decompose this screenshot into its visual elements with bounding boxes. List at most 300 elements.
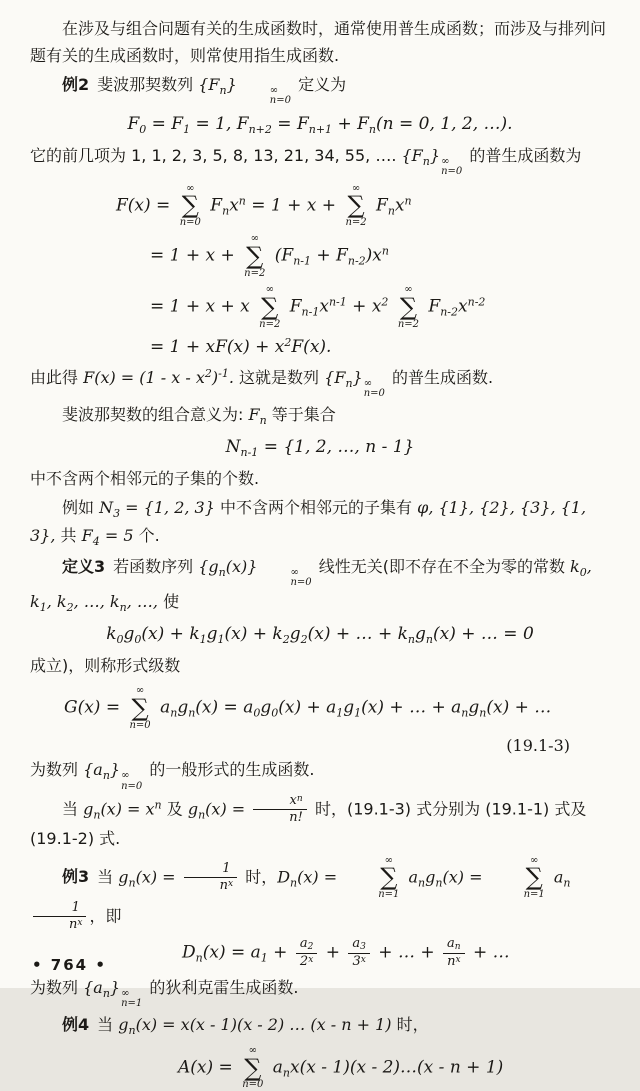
subscript: 1	[199, 633, 207, 647]
math-run: F(x) = (1 - x - x	[83, 367, 205, 387]
text-run: 斐波那契数的组合意义为:	[62, 404, 249, 424]
math-run: }	[429, 145, 441, 165]
math-run: g	[187, 799, 199, 819]
superscript: 2	[204, 366, 212, 380]
summation-symbol	[259, 284, 280, 330]
math-run: x	[458, 296, 468, 317]
math-run: (x) + … + a	[361, 697, 462, 718]
math-run: {a	[83, 977, 103, 997]
subscript: 2	[300, 633, 308, 647]
math-run: G(x) =	[64, 697, 126, 718]
summation-symbol	[492, 855, 545, 901]
math-run: +	[267, 943, 293, 964]
superscript: n-1	[328, 295, 347, 309]
subscript: 3	[360, 942, 366, 953]
series-name-paragraph	[30, 757, 610, 792]
math-run: (x) + … + k	[307, 624, 408, 645]
math-run: {F	[324, 367, 346, 387]
bold-label: 例4	[62, 1014, 90, 1034]
text-run: 定义为	[292, 74, 347, 94]
math-run: n!	[289, 809, 303, 825]
sigma-glyph: ∑	[261, 292, 279, 321]
math-run: {F	[198, 74, 220, 94]
subscript: n	[219, 83, 227, 97]
text-run: 它的前几项为 1, 1, 2, 3, 5, 8, 13, 21, 34, 55, ….	[30, 145, 402, 165]
subscript: n	[368, 122, 377, 136]
sigma-glyph: ∑	[525, 863, 543, 892]
subscript: n=0	[121, 780, 143, 792]
stacked-scripts	[121, 771, 142, 792]
math-run: g	[118, 1014, 129, 1034]
fraction	[443, 937, 465, 969]
math-run: F	[127, 113, 140, 134]
text-run: 斐波那契数列	[97, 74, 199, 94]
text-run: 成立)，则称形式级数	[30, 656, 181, 676]
subscript: n-2	[347, 254, 366, 268]
subscript: 0	[139, 122, 147, 136]
falling-factorial-equation	[178, 1045, 610, 1091]
math-run: }	[226, 74, 237, 94]
bold-label: 例2	[62, 74, 90, 94]
superscript: x	[360, 954, 366, 965]
math-run: A(x) =	[178, 1057, 239, 1078]
summation-symbol	[180, 183, 201, 229]
subscript: 0	[253, 706, 261, 720]
sigma-glyph: ∑	[246, 241, 264, 270]
stacked-scripts	[364, 379, 385, 400]
subscript: n	[387, 204, 395, 218]
subscript: n	[128, 1023, 136, 1037]
subscript: 3	[113, 507, 121, 520]
math-run: g	[177, 697, 189, 718]
stacked-scripts	[121, 989, 142, 1010]
fraction-denominator	[443, 953, 464, 970]
math-run: (x) + … = 0	[432, 624, 534, 645]
subscript: n	[195, 952, 203, 966]
superscript: x	[77, 917, 83, 928]
superscript: n-2	[467, 295, 486, 309]
subscript: n	[435, 876, 443, 890]
fibonacci-definition-formula	[30, 112, 610, 138]
math-run: F	[248, 404, 260, 424]
subscript: n	[128, 876, 136, 890]
dirichlet-series-equation	[182, 937, 610, 969]
math-run: + F	[311, 245, 348, 266]
math-run: )x	[365, 245, 382, 266]
generating-function-eq-line3	[150, 284, 610, 330]
math-run: x	[289, 793, 297, 809]
subscript: n	[345, 376, 353, 390]
math-run: k	[106, 624, 117, 645]
math-run: 2	[299, 953, 309, 969]
formal-series-paragraph	[30, 653, 610, 680]
text-run: 若函数序列	[113, 556, 199, 576]
subscript: n	[418, 876, 426, 890]
math-run: x	[319, 296, 329, 317]
fraction-denominator	[184, 877, 237, 894]
text-run: 当	[97, 867, 119, 887]
math-run: 3	[352, 953, 361, 969]
subscript: 2	[282, 633, 290, 647]
subscript: 1	[217, 633, 225, 647]
math-run: F	[81, 526, 93, 546]
subscript: n=0	[441, 166, 463, 178]
fraction-numerator	[186, 862, 234, 877]
math-run: n	[69, 916, 78, 932]
subscript: n=0	[290, 577, 312, 589]
subscript: n	[170, 706, 178, 720]
math-run: {g	[198, 556, 219, 576]
math-run: = 5	[99, 526, 134, 546]
example2-heading	[30, 72, 610, 107]
math-run: D	[182, 943, 196, 964]
text-run: 当	[97, 1014, 119, 1034]
special-cases-paragraph	[30, 794, 610, 853]
math-run: a	[403, 867, 419, 887]
math-run: φ, {1}, {2}, {3}, {1, 3},	[30, 498, 587, 546]
sigma-glyph: ∑	[399, 292, 417, 321]
math-run: (x)}	[225, 556, 258, 576]
math-run: F	[204, 195, 223, 216]
fraction-denominator	[296, 953, 317, 970]
summation-lower-limit: n=2	[244, 267, 266, 279]
math-run: a	[154, 697, 171, 718]
combinatorial-meaning-paragraph	[30, 402, 610, 430]
math-run: )	[211, 367, 219, 387]
superscript: n	[238, 194, 246, 208]
math-run: = 1, F	[190, 113, 249, 134]
math-run: , …, k	[73, 591, 120, 611]
math-run: (x) = a	[202, 943, 261, 964]
math-run: = F	[146, 113, 184, 134]
subscript: 1	[183, 122, 191, 136]
subscript: n	[290, 876, 298, 890]
generating-function-eq-line1	[116, 183, 610, 229]
math-run: , k	[46, 591, 67, 611]
math-run: 1	[222, 860, 231, 876]
fraction-numerator	[443, 937, 465, 952]
summation-upper-limit: ∞	[530, 854, 539, 866]
math-run: (x) =	[442, 867, 488, 887]
subscript: 0	[116, 633, 124, 647]
math-run: F	[284, 296, 302, 317]
subscript: n	[218, 565, 226, 579]
math-run: (x) + k	[141, 624, 200, 645]
summation-lower-limit: n=0	[179, 216, 201, 228]
text-run: 的普生成函数为	[464, 145, 582, 165]
math-run: N	[99, 498, 114, 517]
stacked-scripts	[441, 157, 462, 178]
superscript: -1	[218, 366, 229, 380]
superscript: n	[404, 194, 412, 208]
math-run: (x) + a	[278, 697, 337, 718]
summation-upper-limit: ∞	[250, 233, 259, 245]
math-run: k	[570, 556, 580, 576]
math-run: a	[447, 936, 455, 952]
page-number: • 764 •	[32, 956, 107, 974]
text-run: 个.	[133, 526, 160, 546]
math-run: (x) = x	[100, 799, 155, 819]
summation-lower-limit: n=2	[397, 318, 419, 330]
subscript: 1	[39, 600, 47, 614]
superscript: n	[296, 794, 303, 805]
superscript: ∞	[290, 566, 299, 578]
fraction-numerator	[254, 794, 307, 809]
subscript: 1	[354, 706, 362, 720]
math-run: g	[415, 624, 426, 645]
subscript: n	[422, 154, 430, 168]
sigma-glyph: ∑	[347, 191, 365, 220]
math-run: x(x - 1)(x - 2)…(x - n + 1)	[290, 1057, 504, 1078]
subscript: n	[188, 706, 196, 720]
superscript: x	[455, 954, 461, 965]
set-definition-formula	[30, 435, 610, 461]
math-run: D	[277, 867, 291, 887]
subscript: n	[198, 808, 206, 822]
superscript: ∞	[121, 770, 130, 782]
superscript: 2	[381, 295, 389, 309]
math-run: g	[425, 867, 436, 887]
generating-function-eq-line4	[150, 335, 610, 360]
text-run: 中不含两个相邻元的子集有	[214, 498, 418, 517]
fraction	[348, 937, 370, 969]
math-run: (x) = x(x - 1)(x - 2) … (x - n + 1)	[135, 1014, 392, 1034]
superscript: x	[228, 878, 234, 889]
subscript: 2	[307, 942, 314, 953]
math-run: }	[109, 977, 121, 997]
equation-number: (19.1-3)	[506, 736, 570, 756]
superscript: x	[308, 954, 314, 965]
subscript: n	[93, 808, 101, 822]
text-run: 由此得	[30, 367, 84, 387]
subscript: n	[222, 204, 230, 218]
math-run: g	[123, 624, 135, 645]
math-run: + … +	[372, 943, 441, 964]
summation-symbol	[129, 685, 150, 731]
summation-upper-limit: ∞	[248, 1045, 257, 1057]
fraction	[296, 937, 318, 969]
math-run: F(x).	[291, 337, 332, 358]
math-run: g	[118, 867, 129, 887]
summation-symbol	[244, 233, 265, 279]
superscript: ∞	[269, 84, 279, 96]
subscript: n	[259, 413, 267, 427]
superscript: ∞	[121, 987, 130, 999]
math-run: a	[267, 1057, 283, 1078]
math-run: g	[260, 697, 272, 718]
text-run: ，即	[89, 906, 122, 925]
math-run: N	[225, 437, 241, 458]
subscript: n-1	[240, 446, 259, 460]
fraction-numerator	[36, 901, 84, 916]
subscript: n	[407, 633, 415, 647]
text-run: 时，(19.1-3) 式分别为 (19.1-1) 式及 (19.1-2) 式.	[30, 799, 587, 848]
summation-lower-limit: n=2	[259, 318, 281, 330]
text-run: 时，	[391, 1014, 429, 1034]
math-run: .	[228, 367, 234, 387]
subscript: 1	[260, 952, 268, 966]
math-run: (x) = a	[195, 697, 254, 718]
example3-paragraph	[30, 855, 610, 933]
subscript: n-2	[440, 305, 459, 319]
text-run: 在涉及与组合问题有关的生成函数时，通常使用普生成函数；而涉及与排列问题有关的生成函数时，则常使用指生成函数.	[30, 19, 607, 65]
definition3-paragraph	[30, 554, 610, 617]
intro-paragraph	[30, 16, 610, 70]
subscript: n=1	[121, 998, 143, 1010]
math-run: F(x) =	[116, 195, 176, 216]
text-run: 时，	[240, 867, 278, 887]
superscript: ∞	[363, 377, 373, 389]
text-run: 的狄利克雷生成函数.	[144, 977, 299, 997]
math-run: = F	[271, 113, 309, 134]
subscript: n	[461, 706, 469, 720]
math-run: (x) =	[135, 867, 181, 887]
math-run: F	[423, 296, 441, 317]
text-run: 线性无关(即不存在不全为零的常数	[313, 556, 571, 576]
subset-count-paragraph	[30, 466, 610, 493]
math-run: g	[343, 697, 355, 718]
text-run: 为数列	[30, 977, 84, 997]
math-run: (x) + k	[224, 624, 283, 645]
fraction-numerator	[348, 937, 370, 952]
subscript: n	[454, 942, 461, 953]
text-run: 的一般形式的生成函数.	[144, 760, 315, 780]
math-run: F	[370, 195, 388, 216]
subscript: 2	[66, 600, 74, 614]
example4-paragraph	[30, 1012, 610, 1040]
math-run: (x) =	[297, 867, 343, 887]
dirichlet-name-paragraph	[30, 975, 610, 1010]
math-run: + x	[346, 296, 382, 317]
subscript: n	[119, 600, 127, 614]
sigma-glyph: ∑	[244, 1053, 262, 1082]
subscript: n=0	[363, 388, 385, 400]
math-run: 1	[71, 899, 80, 915]
fraction-numerator	[296, 937, 318, 952]
summation-lower-limit: n=1	[523, 889, 545, 901]
superscript: n	[381, 244, 389, 258]
math-run: g	[289, 624, 301, 645]
math-run: = 1 + xF(x) + x	[150, 337, 285, 358]
math-run: = {1, 2, 3}	[120, 498, 215, 517]
summation-lower-limit: n=2	[345, 216, 367, 228]
text-run: 的普生成函数.	[386, 367, 494, 387]
math-run: g	[83, 799, 94, 819]
stacked-scripts	[258, 568, 311, 589]
summation-upper-limit: ∞	[404, 284, 413, 296]
sigma-glyph: ∑	[380, 863, 398, 892]
summation-symbol	[398, 284, 419, 330]
text-run: 共	[55, 526, 82, 546]
example-n3-paragraph	[30, 495, 610, 552]
math-run: x	[394, 195, 405, 216]
fraction	[184, 862, 237, 894]
text-run: 例如	[62, 498, 100, 517]
subscript: n	[425, 633, 433, 647]
math-run: +	[320, 943, 346, 964]
math-run: + …	[467, 943, 510, 964]
math-run: }	[109, 760, 121, 780]
subscript: n=0	[269, 95, 291, 107]
bold-label: 例3	[62, 867, 90, 887]
math-run: g	[468, 697, 480, 718]
math-run: n	[447, 953, 456, 969]
math-run: x	[229, 195, 239, 216]
math-run	[388, 297, 393, 317]
summation-lower-limit: n=1	[378, 889, 400, 901]
math-run: }	[352, 367, 363, 387]
superscript: ∞	[441, 155, 450, 167]
math-run: a	[352, 936, 361, 952]
subscript: 0	[579, 565, 587, 579]
stacked-scripts	[238, 86, 291, 107]
fraction-denominator	[253, 809, 307, 826]
subscript: n	[563, 876, 571, 890]
text-run: 及	[161, 799, 188, 819]
summation-symbol	[242, 1045, 263, 1091]
subscript: n-1	[293, 254, 311, 268]
derivation-paragraph	[30, 365, 610, 400]
subscript: n-1	[301, 305, 320, 319]
summation-upper-limit: ∞	[186, 182, 195, 194]
fraction-denominator	[33, 916, 86, 933]
fraction-denominator	[348, 953, 369, 970]
subscript: 0	[134, 633, 142, 647]
text-run: 中不含两个相邻元的子集的个数.	[30, 469, 260, 489]
text-run: 使	[157, 591, 180, 611]
math-run: a	[299, 936, 308, 952]
math-run: + F	[332, 113, 369, 134]
math-run: = 1 + x +	[150, 245, 241, 266]
math-run: a	[548, 867, 564, 887]
subscript: 1	[336, 706, 344, 720]
superscript: n	[154, 798, 162, 812]
math-run: = 1 + x + x	[150, 296, 256, 317]
subscript: n+2	[248, 122, 272, 136]
subscript: 0	[271, 706, 279, 720]
math-run: = 1 + x +	[245, 195, 342, 216]
summation-upper-limit: ∞	[135, 685, 145, 697]
summation-upper-limit: ∞	[351, 182, 361, 194]
summation-lower-limit: n=0	[129, 719, 151, 731]
text-run: 这就是数列	[233, 367, 325, 387]
math-run: (F	[269, 245, 294, 266]
text-run: 等于集合	[266, 404, 336, 424]
generating-function-eq-line2	[150, 233, 610, 279]
linear-independence-formula	[30, 622, 610, 648]
math-run: (n = 0, 1, 2, …).	[376, 113, 513, 134]
subscript: n	[282, 1066, 291, 1080]
math-run: g	[206, 624, 218, 645]
math-run: (x) + …	[486, 697, 552, 718]
summation-symbol	[345, 183, 366, 229]
bold-label: 定义3	[62, 556, 106, 576]
math-run: = {1, 2, …, n - 1}	[258, 437, 415, 458]
subscript: n	[102, 986, 110, 1000]
summation-upper-limit: ∞	[384, 854, 393, 866]
text-run: 当	[62, 799, 84, 819]
subscript: n	[479, 706, 487, 720]
math-run: , …,	[126, 591, 158, 611]
fraction	[253, 794, 307, 826]
fibonacci-terms-paragraph	[30, 143, 610, 178]
math-run: {a	[83, 760, 103, 780]
sigma-glyph: ∑	[131, 693, 149, 722]
math-run: , k	[30, 556, 592, 611]
subscript: 4	[92, 535, 100, 549]
superscript: 2	[284, 336, 292, 350]
summation-upper-limit: ∞	[265, 284, 274, 296]
